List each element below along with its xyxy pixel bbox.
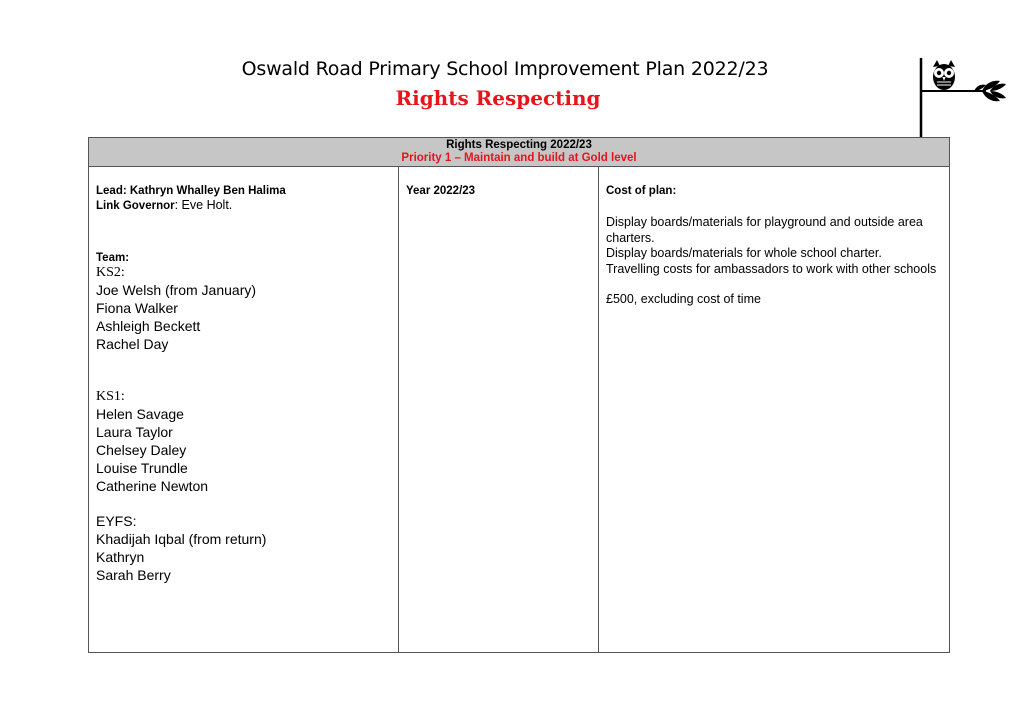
eyfs-member: Khadijah Iqbal (from return) — [96, 531, 267, 547]
ks1-member: Helen Savage — [96, 406, 184, 422]
cost-item: Display boards/materials for whole school charter. — [606, 246, 882, 260]
improvement-plan-table — [88, 137, 950, 653]
eyfs-member: Kathryn — [96, 549, 145, 565]
ks2-member: Rachel Day — [96, 336, 169, 352]
link-governor-label: Link Governor — [96, 200, 175, 212]
ks1-label: KS1: — [96, 389, 125, 404]
cost-label: Cost of plan: — [606, 185, 677, 197]
lead-text: Lead: Kathryn Whalley Ben Halima — [96, 185, 286, 197]
ks1-member: Laura Taylor — [96, 424, 173, 440]
team-label: Team: — [96, 252, 130, 264]
document-title: Oswald Road Primary School Improvement Plan 2022/23 — [241, 58, 769, 80]
table-header — [89, 138, 949, 167]
cost-total: £500, excluding cost of time — [606, 292, 761, 306]
table-header-priority: Priority 1 – Maintain and build at Gold level — [401, 152, 637, 164]
year-column — [399, 167, 599, 652]
document-subtitle: Rights Respecting — [395, 86, 601, 110]
ks2-label: KS2: — [96, 265, 125, 280]
link-governor-value: : Eve Holt. — [174, 198, 233, 212]
table-header-title: Rights Respecting 2022/23 — [446, 139, 592, 151]
cost-item: Display boards/materials for playground and outside area charters. — [606, 215, 923, 245]
cost-item: Travelling costs for ambassadors to work with other schools — [606, 261, 937, 276]
team-column — [89, 167, 399, 652]
ks1-member: Louise Trundle — [96, 460, 188, 476]
cost-column — [599, 167, 949, 652]
eyfs-label: EYFS: — [96, 513, 137, 529]
ks1-member: Catherine Newton — [96, 478, 209, 494]
owl-on-branch-icon — [916, 58, 1008, 140]
link-governor-row — [96, 198, 398, 213]
ks2-member: Ashleigh Beckett — [96, 318, 201, 334]
ks2-member: Fiona Walker — [96, 300, 178, 316]
ks1-member: Chelsey Daley — [96, 442, 187, 458]
year-label: Year 2022/23 — [406, 185, 476, 197]
eyfs-member: Sarah Berry — [96, 567, 171, 583]
ks2-member: Joe Welsh (from January) — [96, 282, 257, 298]
